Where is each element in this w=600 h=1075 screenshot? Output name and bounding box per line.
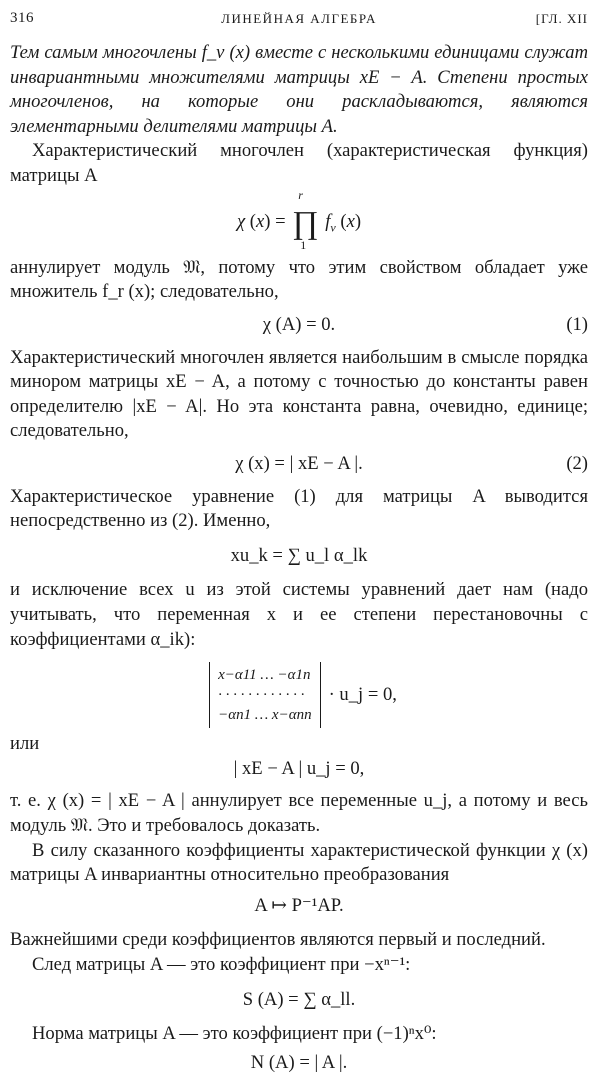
- word-or: или: [10, 733, 40, 755]
- paragraph-invariance: В силу сказанного коэффициенты характеристической функции χ (x) матрицы A инвариантны относительно преобразования: [10, 839, 588, 886]
- paragraph-largest-minor: Характеристический многочлен является наибольшим в смысле порядка минором матрицы xE − A, а потому с точностью до константы равен определителю |xE − A|. Но эта константа равна, очевидно, единице; следовательно,: [10, 346, 588, 442]
- paragraph-characteristic-polynomial: Характеристический многочлен (характеристическая функция) матрицы A: [10, 140, 588, 186]
- equation-trace: S (A) = ∑ α_ll.: [242, 988, 356, 1010]
- equation-norm: N (A) = | A |.: [250, 1051, 348, 1073]
- book-page: [10, 0, 588, 1075]
- equation-2-text: χ (x) = | xE − A |.: [235, 453, 363, 475]
- equation-2: [10, 452, 588, 477]
- determinant-right-bar: [320, 662, 321, 728]
- determinant-equation: [10, 662, 588, 728]
- equation-4: | xE − A | u_j = 0,: [233, 757, 365, 779]
- equation-3: xu_k = ∑ u_l α_lk: [230, 544, 368, 566]
- determinant-tail: · u_j = 0,: [328, 683, 397, 705]
- paragraph-annihilates-module: аннулирует модуль 𝔐, потому что этим свойством обладает уже множитель f_r (x); следовательно,: [10, 256, 588, 303]
- determinant: [201, 662, 397, 728]
- matrix-row-1: x−α11 … −α1n: [218, 667, 311, 684]
- product-symbol: ∏ r 1: [292, 187, 319, 252]
- determinant-matrix: [218, 665, 312, 725]
- equation-transformation: A ↦ P⁻¹AP.: [254, 894, 344, 916]
- paragraph-characteristic-equation: Характеристическое уравнение (1) для матрицы A выводится непосредственно из (2). Именно,: [10, 485, 588, 532]
- paragraph-norm: Норма матрицы A — это коэффициент при (−1)ⁿx⁰:: [32, 1023, 437, 1045]
- paragraph-first-last-coefficients: Важнейшими среди коэффициентов являются первый и последний.: [10, 929, 546, 951]
- chapter-label: [ГЛ. XII: [535, 11, 588, 26]
- paragraph-trace: След матрицы A — это коэффициент при −xⁿ⁻¹:: [32, 953, 411, 975]
- equation-1-text: χ (A) = 0.: [262, 314, 336, 336]
- paragraph-invariant-factors: Тем самым многочлены f_v (x) вместе с несколькими единицами служат инвариантными множителями матрицы xE − A. Степени простых многочленов, на которые они раскладываются, являются элементарными делителями матрицы A.: [10, 42, 588, 137]
- paragraph-elimination: и исключение всех u из этой системы уравнений дает нам (надо учитывать, что переменная x и ее степени перестановочны с коэффициентами α_ik):: [10, 579, 588, 650]
- paragraph-conclusion: т. е. χ (x) = | xE − A | аннулирует все переменные u_j, а потому и весь модуль 𝔐. Это и требовалось доказать.: [10, 790, 588, 836]
- matrix-row-3: −αn1 … x−αnn: [218, 707, 312, 724]
- page-number: 316: [10, 10, 34, 26]
- running-title: ЛИНЕЙНАЯ АЛГЕБРА: [221, 11, 377, 26]
- equation-1-number: (1): [566, 314, 588, 336]
- matrix-row-2: · · · · · · · · · · · ·: [218, 687, 305, 704]
- equation-chi-product: χ (x) = ∏ r 1 $f_\nu$ (x): [236, 187, 362, 252]
- determinant-left-bar: [209, 662, 210, 728]
- page-header: [10, 6, 588, 32]
- equation-1: [10, 313, 588, 338]
- equation-2-number: (2): [566, 453, 588, 475]
